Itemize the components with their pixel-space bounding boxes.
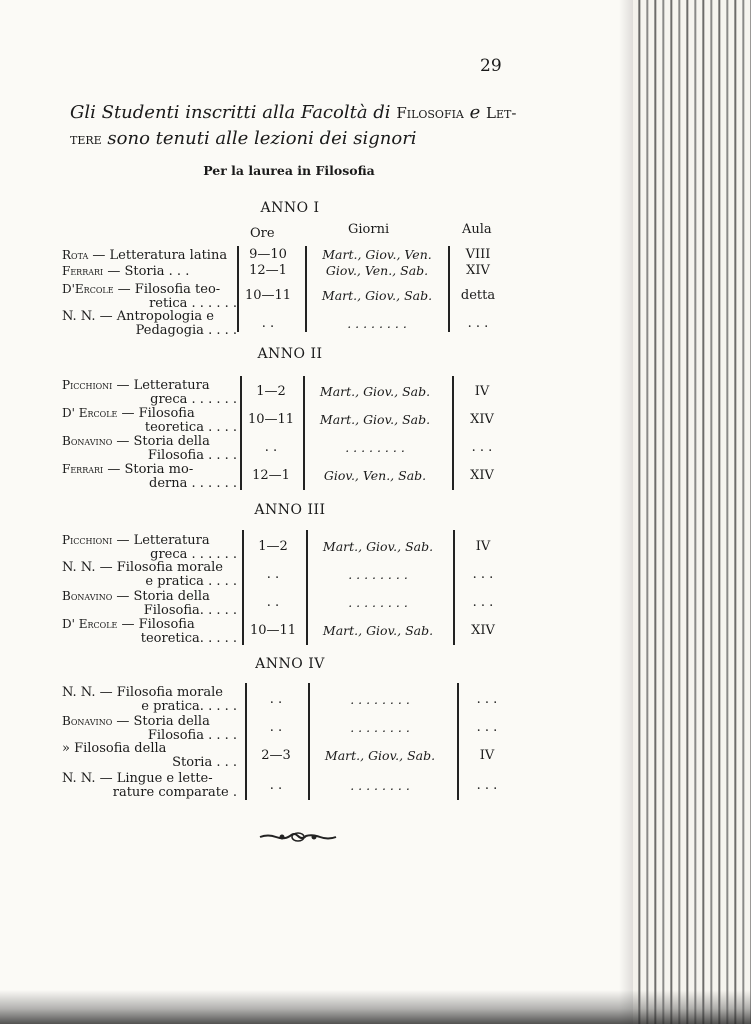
lesson-hours: . . bbox=[264, 440, 278, 455]
lesson-hours: 9—10 bbox=[249, 247, 287, 262]
course-professor bbox=[62, 406, 237, 435]
lesson-days: Giov., Ven., Sab. bbox=[325, 263, 429, 278]
course-line bbox=[62, 686, 237, 700]
course-title: N. N. — Filosofia morale bbox=[62, 561, 223, 575]
course-title: N. N. — Filosofia morale bbox=[62, 686, 223, 700]
course-title: Pedagogia . . . . bbox=[135, 323, 237, 338]
column-rule bbox=[242, 530, 244, 645]
course-line bbox=[62, 282, 237, 297]
course-line bbox=[62, 548, 237, 562]
course-line bbox=[62, 714, 237, 729]
course-title: Storia . . . bbox=[172, 755, 237, 770]
course-line bbox=[62, 786, 237, 800]
course-title: teoretica. . . . . bbox=[140, 631, 237, 646]
lesson-days: . . . . . . . . bbox=[350, 692, 410, 707]
lecture-room: VIII bbox=[465, 247, 491, 262]
lesson-hours: 1—2 bbox=[256, 384, 286, 399]
course-title: — Storia . . . bbox=[103, 264, 190, 279]
course-title: N. N. — Lingue e lette- bbox=[62, 772, 213, 786]
lecture-room: . . . bbox=[471, 440, 493, 455]
course-professor bbox=[62, 686, 237, 714]
course-professor bbox=[62, 772, 237, 800]
lesson-days: . . . . . . . . bbox=[348, 595, 408, 610]
lesson-hours: . . bbox=[269, 692, 283, 707]
column-rule bbox=[237, 246, 239, 332]
course-line bbox=[62, 617, 237, 632]
column-rule bbox=[452, 376, 454, 490]
column-rule bbox=[448, 246, 450, 332]
faculty-name-2b: tere bbox=[70, 130, 102, 148]
professor-name: Picchioni bbox=[62, 378, 113, 392]
course-title: — Storia mo- bbox=[103, 462, 194, 477]
course-title: — Letteratura latina bbox=[88, 248, 228, 263]
lesson-days: . . . . . . . . bbox=[350, 720, 410, 735]
course-title: rature comparate . bbox=[112, 785, 237, 800]
course-professor bbox=[62, 378, 237, 407]
course-line bbox=[62, 393, 237, 407]
course-professor bbox=[62, 714, 237, 743]
column-header-ore: Ore bbox=[250, 226, 275, 241]
lesson-hours: 12—1 bbox=[252, 468, 290, 483]
course-title: greca . . . . . . bbox=[150, 392, 237, 407]
course-line bbox=[62, 310, 237, 324]
course-professor bbox=[62, 462, 237, 491]
ornament-divider bbox=[258, 828, 338, 846]
course-line bbox=[62, 421, 237, 435]
course-title: teoretica . . . . bbox=[144, 420, 237, 435]
course-professor bbox=[62, 589, 237, 618]
lesson-hours: . . bbox=[266, 567, 280, 582]
professor-name: Bonavino bbox=[62, 714, 113, 728]
course-line bbox=[62, 561, 237, 575]
course-line bbox=[62, 604, 237, 618]
year-heading: ANNO IV bbox=[255, 656, 325, 672]
professor-name: Bonavino bbox=[62, 589, 113, 603]
course-professor bbox=[62, 617, 237, 646]
page-edges bbox=[633, 0, 751, 1024]
lesson-hours: . . bbox=[261, 316, 275, 331]
lecture-room: detta bbox=[460, 288, 496, 303]
lecture-room: . . . bbox=[472, 595, 494, 610]
course-title: N. N. — Antropologia e bbox=[62, 310, 214, 324]
lesson-days: . . . . . . . . bbox=[350, 778, 410, 793]
course-line bbox=[62, 729, 237, 743]
course-line bbox=[62, 406, 237, 421]
course-line bbox=[62, 434, 237, 449]
lecture-room: XIV bbox=[466, 263, 490, 278]
professor-name: Ferrari bbox=[62, 462, 104, 476]
lesson-days: Mart., Giov., Sab. bbox=[324, 748, 436, 763]
course-line bbox=[62, 742, 237, 756]
course-title: derna . . . . . . bbox=[149, 476, 237, 491]
lecture-room: . . . bbox=[472, 567, 494, 582]
lecture-room: . . . bbox=[476, 692, 498, 707]
professor-name: D'Ercole bbox=[62, 282, 114, 296]
course-professor bbox=[62, 248, 237, 263]
lesson-days: Giov., Ven., Sab. bbox=[323, 468, 427, 483]
lecture-room: . . . bbox=[467, 316, 489, 331]
course-line bbox=[62, 462, 237, 477]
lesson-days: Mart., Giov., Sab. bbox=[319, 384, 431, 399]
course-line bbox=[62, 533, 237, 548]
year-heading: ANNO III bbox=[254, 502, 326, 518]
course-line bbox=[62, 589, 237, 604]
course-title: — Filosofia teo- bbox=[113, 282, 221, 297]
lesson-hours: 10—11 bbox=[247, 412, 295, 427]
intro-text-3: sono tenuti alle lezioni dei signori bbox=[107, 128, 417, 149]
course-professor bbox=[62, 561, 237, 589]
course-professor bbox=[62, 282, 237, 311]
column-header-giorni: Giorni bbox=[348, 222, 390, 237]
course-title: » Filosofia della bbox=[62, 742, 167, 756]
lesson-days: Mart., Giov., Sab. bbox=[319, 412, 431, 427]
faculty-name-2a: Let- bbox=[486, 104, 517, 122]
professor-name: Rota bbox=[62, 248, 89, 262]
page-bottom-edge bbox=[0, 990, 751, 1024]
course-title: Filosofia . . . . bbox=[147, 728, 237, 743]
course-professor bbox=[62, 533, 237, 562]
lesson-hours: 1—2 bbox=[258, 539, 288, 554]
lesson-hours: 2—3 bbox=[261, 748, 291, 763]
lecture-room: XIV bbox=[471, 623, 495, 638]
year-heading: ANNO II bbox=[257, 346, 323, 362]
intro-text-1: Gli Studenti inscritti alla Facoltà di bbox=[70, 102, 391, 123]
lesson-hours: 12—1 bbox=[249, 263, 287, 278]
course-title: Filosofia. . . . . bbox=[143, 603, 237, 618]
professor-name: D' Ercole bbox=[62, 617, 118, 631]
course-title: — Storia della bbox=[112, 434, 210, 449]
lesson-hours: . . bbox=[269, 720, 283, 735]
lecture-room: IV bbox=[475, 539, 491, 554]
course-professor bbox=[62, 264, 237, 279]
lesson-days: Mart., Giov., Sab. bbox=[321, 288, 433, 303]
lesson-days: Mart., Giov., Sab. bbox=[322, 623, 434, 638]
column-rule bbox=[245, 683, 247, 800]
intro-text-2: e bbox=[469, 102, 481, 123]
lesson-hours: 10—11 bbox=[249, 623, 297, 638]
course-line bbox=[62, 756, 237, 770]
course-line bbox=[62, 264, 237, 279]
lecture-room: IV bbox=[474, 384, 490, 399]
lesson-days: . . . . . . . . bbox=[348, 567, 408, 582]
course-line bbox=[62, 297, 237, 311]
course-title: greca . . . . . . bbox=[150, 547, 237, 562]
course-title: — Filosofia bbox=[117, 406, 195, 421]
column-rule bbox=[240, 376, 242, 490]
course-line bbox=[62, 700, 237, 714]
course-professor bbox=[62, 742, 237, 770]
course-line bbox=[62, 477, 237, 491]
course-line bbox=[62, 324, 237, 338]
lesson-hours: . . bbox=[269, 778, 283, 793]
professor-name: D' Ercole bbox=[62, 406, 118, 420]
lesson-days: . . . . . . . . bbox=[345, 440, 405, 455]
lecture-room: XIV bbox=[470, 468, 494, 483]
course-line bbox=[62, 772, 237, 786]
page-number: 29 bbox=[480, 56, 502, 76]
lesson-days: Mart., Giov., Ven. bbox=[322, 247, 432, 262]
course-line bbox=[62, 632, 237, 646]
faculty-name-1: Filosofia bbox=[396, 104, 464, 122]
intro-paragraph bbox=[70, 100, 520, 152]
course-title: Filosofia . . . . bbox=[147, 448, 237, 463]
course-title: — Letteratura bbox=[112, 533, 210, 548]
lecture-room: . . . bbox=[476, 778, 498, 793]
lesson-days: . . . . . . . . bbox=[347, 316, 407, 331]
professor-name: Ferrari bbox=[62, 264, 104, 278]
course-title: — Filosofia bbox=[117, 617, 195, 632]
course-line bbox=[62, 575, 237, 589]
column-header-aula: Aula bbox=[462, 222, 492, 237]
column-rule bbox=[453, 530, 455, 645]
course-title: retica . . . . . . bbox=[149, 296, 237, 311]
lesson-hours: . . bbox=[266, 595, 280, 610]
course-title: — Storia della bbox=[112, 714, 210, 729]
column-rule bbox=[457, 683, 459, 800]
course-title: e pratica. . . . . bbox=[141, 699, 237, 714]
course-professor bbox=[62, 310, 237, 338]
course-title: — Letteratura bbox=[112, 378, 210, 393]
professor-name: Picchioni bbox=[62, 533, 113, 547]
professor-name: Bonavino bbox=[62, 434, 113, 448]
section-subtitle: Per la laurea in Filosofia bbox=[203, 163, 375, 178]
course-line bbox=[62, 449, 237, 463]
lecture-room: IV bbox=[479, 748, 495, 763]
lesson-days: Mart., Giov., Sab. bbox=[322, 539, 434, 554]
lecture-room: . . . bbox=[476, 720, 498, 735]
course-professor bbox=[62, 434, 237, 463]
year-heading: ANNO I bbox=[260, 200, 320, 216]
lecture-room: XIV bbox=[470, 412, 494, 427]
course-line bbox=[62, 248, 237, 263]
course-line bbox=[62, 378, 237, 393]
course-title: — Storia della bbox=[112, 589, 210, 604]
lesson-hours: 10—11 bbox=[244, 288, 292, 303]
course-title: e pratica . . . . bbox=[145, 574, 237, 589]
